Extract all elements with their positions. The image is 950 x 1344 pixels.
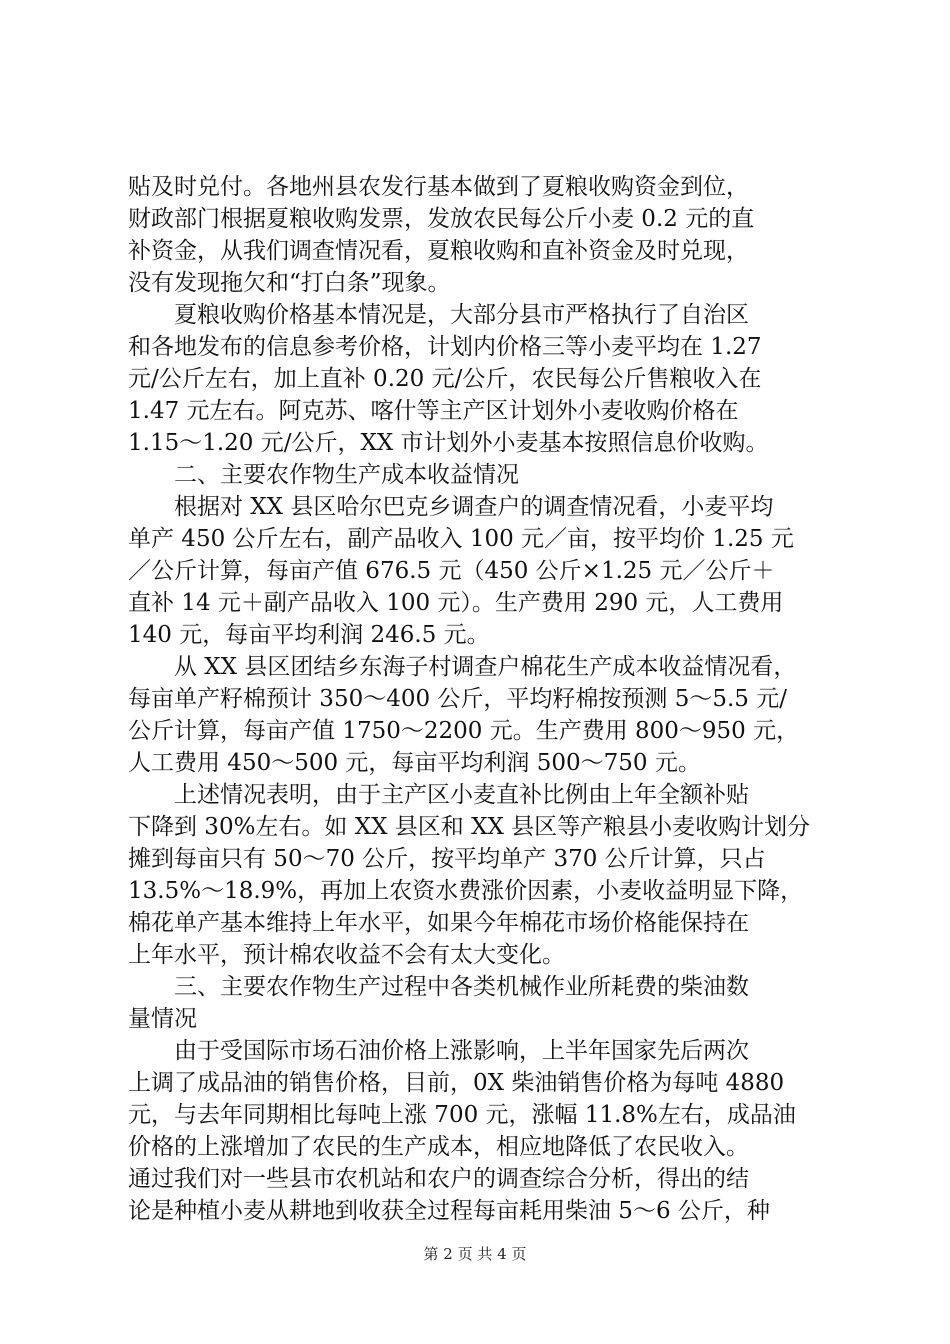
text-line: ／公斤计算，每亩产值 676.5 元（450 公斤×1.25 元／公斤＋ [128,558,775,584]
text-line: 摊到每亩只有 50～70 公斤，按平均单产 370 公斤计算，只占 [128,846,766,872]
text-line: 140 元，每亩平均利润 246.5 元。 [128,622,490,648]
text-line: 棉花单产基本维持上年水平，如果今年棉花市场价格能保持在 [128,910,749,936]
text-line: 直补 14 元＋副产品收入 100 元）。生产费用 290 元，人工费用 [128,590,784,616]
text-line: 1.47 元左右。阿克苏、喀什等主产区计划外小麦收购价格在 [128,398,739,424]
paragraph-start-line: 由于受国际市场石油价格上涨影响，上半年国家先后两次 [174,1038,749,1064]
text-line: 上调了成品油的销售价格，目前，0X 柴油销售价格为每吨 4880 [128,1070,785,1096]
text-line: 通过我们对一些县市农机站和农户的调查综合分析，得出的结 [128,1166,749,1192]
text-line: 下降到 30%左右。如 XX 县区和 XX 县区等产粮县小麦收购计划分 [128,814,811,840]
paragraph-start-line: 夏粮收购价格基本情况是，大部分县市严格执行了自治区 [174,302,749,328]
text-line: 元/公斤左右，加上直补 0.20 元/公斤，农民每公斤售粮收入在 [128,366,762,392]
text-line: 贴及时兑付。各地州县农发行基本做到了夏粮收购资金到位， [128,174,749,200]
text-line: 公斤计算，每亩产值 1750～2200 元。生产费用 800～950 元， [128,718,800,744]
text-line: 财政部门根据夏粮收购发票，发放农民每公斤小麦 0.2 元的直 [128,206,755,232]
document-body [128,171,828,1227]
text-line: 人工费用 450～500 元，每亩平均利润 500～750 元。 [128,750,701,776]
text-line: 元，与去年同期相比每吨上涨 700 元，涨幅 11.8%左右，成品油 [128,1102,796,1128]
section-heading: 三、主要农作物生产过程中各类机械作业所耗费的柴油数 [174,974,749,1000]
paragraph-start-line: 根据对 XX 县区哈尔巴克乡调查户的调查情况看，小麦平均 [174,494,774,520]
page-number-footer: 第 2 页 共 4 页 [423,1245,527,1263]
text-line: 和各地发布的信息参考价格，计划内价格三等小麦平均在 1.27 [128,334,762,360]
text-line: 论是种植小麦从耕地到收获全过程每亩耗用柴油 5～6 公斤，种 [128,1198,770,1224]
section-heading: 二、主要农作物生产成本收益情况 [174,462,519,488]
text-line: 补资金，从我们调查情况看，夏粮收购和直补资金及时兑现， [128,238,749,264]
paragraph-start-line: 从 XX 县区团结乡东海子村调查户棉花生产成本收益情况看， [174,654,797,680]
text-line: 上年水平，预计棉农收益不会有太大变化。 [128,942,565,968]
text-line: 价格的上涨增加了农民的生产成本，相应地降低了农民收入。 [128,1134,749,1160]
paragraph-start-line: 上述情况表明，由于主产区小麦直补比例由上年全额补贴 [174,782,749,808]
text-line: 单产 450 公斤左右，副产品收入 100 元／亩，按平均价 1.25 元 [128,526,794,552]
text-line: 没有发现拖欠和“打白条”现象。 [128,270,451,296]
text-line: 13.5%～18.9%，再加上农资水费涨价因素，小麦收益明显下降， [128,878,804,904]
section-heading-continuation: 量情况 [128,1006,197,1032]
text-line: 每亩单产籽棉预计 350～400 公斤，平均籽棉按预测 5～5.5 元/ [128,686,788,712]
text-line: 1.15～1.20 元/公斤，XX 市计划外小麦基本按照信息价收购。 [128,430,769,456]
